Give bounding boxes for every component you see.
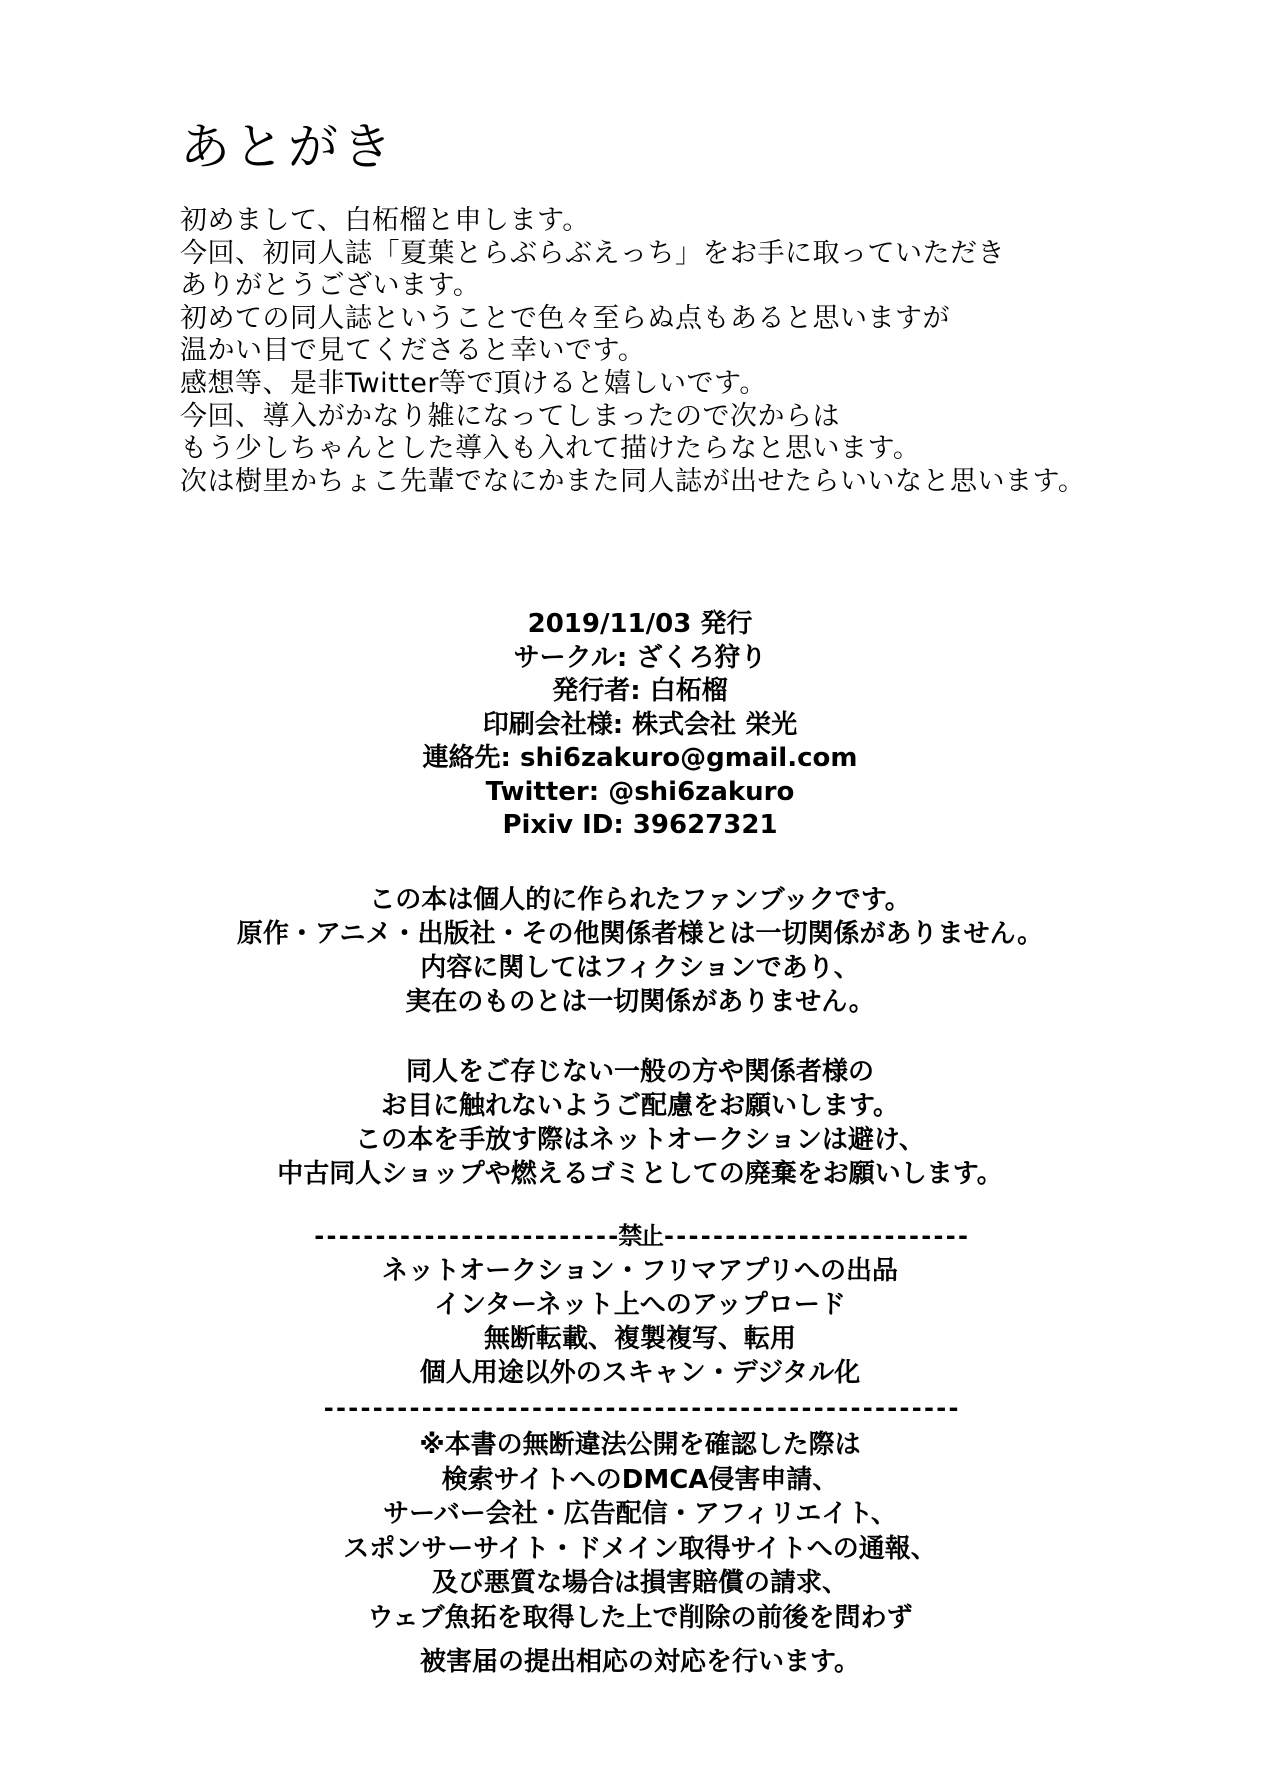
pixiv-id: Pixiv ID: 39627321 [502,810,778,840]
disclaimer-line: 原作・アニメ・出版社・その他関係者様とは一切関係がありません。 [236,919,1044,949]
handling-line: 同人をご存じない一般の方や関係者様の [405,1057,874,1087]
notice-line: 及び悪質な場合は損害賠償の請求、 [431,1568,848,1598]
notice-line: 被害届の提出相応の対応を行います。 [420,1647,860,1677]
prohibited-divider-top: -------------------------禁止------------------------- [311,1222,969,1250]
notice-line: スポンサーサイト・ドメイン取得サイトへの通報、 [343,1533,937,1564]
afterword-text [180,205,1240,498]
afterword-line: 今回、導入がかなり雑になってしまったので次からは [180,400,840,432]
handling-line: 中古同人ショップや燃えるゴミとしての廃棄をお願いします。 [277,1159,1003,1189]
circle-name: サークル: ざくろ狩り [513,642,767,673]
publish-date: 2019/11/03 発行 [527,609,753,639]
prohibited-divider-bottom: ---------------------------------------------------- [321,1394,959,1422]
notice-line: ウェブ魚拓を取得した上で削除の前後を問わず [367,1602,913,1633]
prohibited-item: ネットオークション・フリマアプリへの出品 [381,1256,899,1286]
printing-company: 印刷会社様: 株式会社 栄光 [482,709,798,740]
legal-notice [0,1428,1280,1680]
page-title: あとがき [180,118,396,176]
disclaimer-line: 実在のものとは一切関係がありません。 [405,987,875,1017]
notice-line: サーバー会社・広告配信・アフィリエイト、 [383,1499,897,1529]
afterword-line: 初めまして、白柘榴と申します。 [180,205,590,236]
prohibited-list [0,1254,1280,1390]
publisher: 発行者: 白柘榴 [552,676,728,706]
disclaimer-line: この本は個人的に作られたファンブックです。 [369,885,911,915]
afterword-line: 感想等、是非Twitter等で頂けると嬉しいです。 [180,367,767,399]
disclaimer [0,883,1280,1019]
afterword-line: 次は樹里かちょこ先輩でなにかまた同人誌が出せたらいいなと思います。 [180,465,1086,497]
notice-line: 検索サイトへのDMCA侵害申請、 [441,1464,839,1495]
prohibited-item: インターネット上へのアップロード [434,1290,846,1320]
prohibited-item: 個人用途以外のスキャン・デジタル化 [419,1358,861,1388]
handling-request [0,1055,1280,1191]
afterword-line: 今回、初同人誌「夏葉とらぶらぶえっち」をお手に取っていただき [180,237,1005,269]
contact-email: 連絡先: shi6zakuro@gmail.com [422,743,858,773]
handling-line: お目に触れないようご配慮をお願いします。 [381,1091,899,1121]
notice-line: ※本書の無断違法公開を確認した際は [419,1430,861,1460]
afterword-line: 初めての同人誌ということで色々至らぬ点もあると思いますが [180,302,950,334]
afterword-line: ありがとうございます。 [180,270,481,302]
disclaimer-line: 内容に関してはフィクションであり、 [420,953,860,983]
twitter-handle: Twitter: @shi6zakuro [485,776,795,807]
colophon [0,608,1280,843]
afterword-line: 温かい目で見てくださると幸いです。 [180,335,646,367]
afterword-line: もう少しちゃんとした導入も入れて描けたらなと思います。 [180,433,921,465]
handling-line: この本を手放す際はネットオークションは避け、 [355,1125,925,1155]
prohibited-item: 無断転載、複製複写、転用 [483,1324,796,1354]
